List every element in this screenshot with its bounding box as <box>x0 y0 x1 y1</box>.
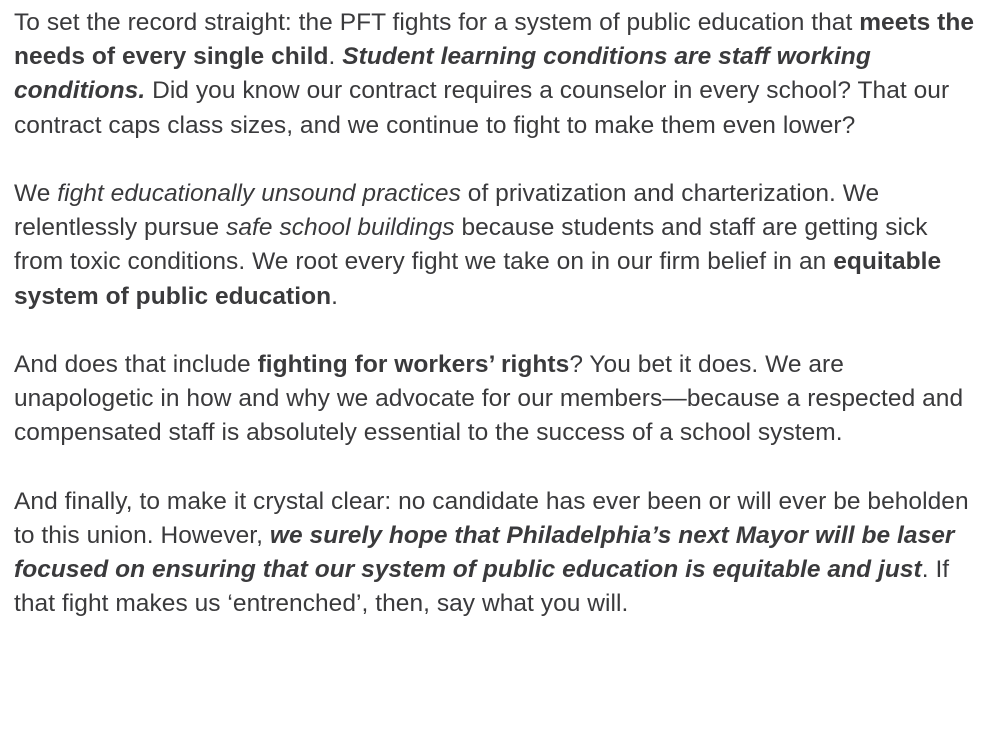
bold-phrase: fighting for workers’ rights <box>257 351 570 378</box>
text-run: And finally, to make it crystal clear: no candidate has ever been or will ever be beholden to this union. However, <box>14 487 969 549</box>
text-run: of privatization and charterization. We relentlessly pursue <box>14 180 880 242</box>
paragraph-record-straight <box>14 6 980 143</box>
italic-phrase: safe school buildings <box>226 214 455 242</box>
text-run: . If that fight makes us ‘entrenched’, then, say what you will. <box>14 556 950 618</box>
paragraph-unsound-practices <box>14 177 980 314</box>
bold-phrase: meets the needs of every single child <box>14 9 975 71</box>
text-run: We <box>14 180 58 207</box>
text-run: And does that include <box>14 351 258 378</box>
bold-italic-phrase: Student learning conditions are staff working conditions. <box>14 43 871 105</box>
text-run: . <box>328 43 343 71</box>
italic-phrase: fight educationally unsound practices <box>57 180 461 207</box>
bold-phrase: equitable system of public education <box>14 248 942 310</box>
text-run: To set the record straight: the PFT fights for a system of public education that <box>14 9 860 36</box>
text-run: because students and staff are getting sick from toxic conditions. We root every fight we take on in our firm belief in an <box>14 214 928 276</box>
paragraph-workers-rights <box>14 348 980 451</box>
bold-italic-phrase: we surely hope that Philadelphia’s next Mayor will be laser focused on ensuring that our system of public education is equitable and just <box>14 522 955 584</box>
paragraph-crystal-clear <box>14 485 980 622</box>
text-run: . <box>331 282 338 310</box>
text-run: ? You bet it does. We are unapologetic in how and why we advocate for our members—because a respected and compensated staff is absolutely essential to the success of a school system. <box>14 351 964 447</box>
text-run: Did you know our contract requires a counselor in every school? That our contract caps class sizes, and we continue to fight to make them even lower? <box>14 77 950 139</box>
